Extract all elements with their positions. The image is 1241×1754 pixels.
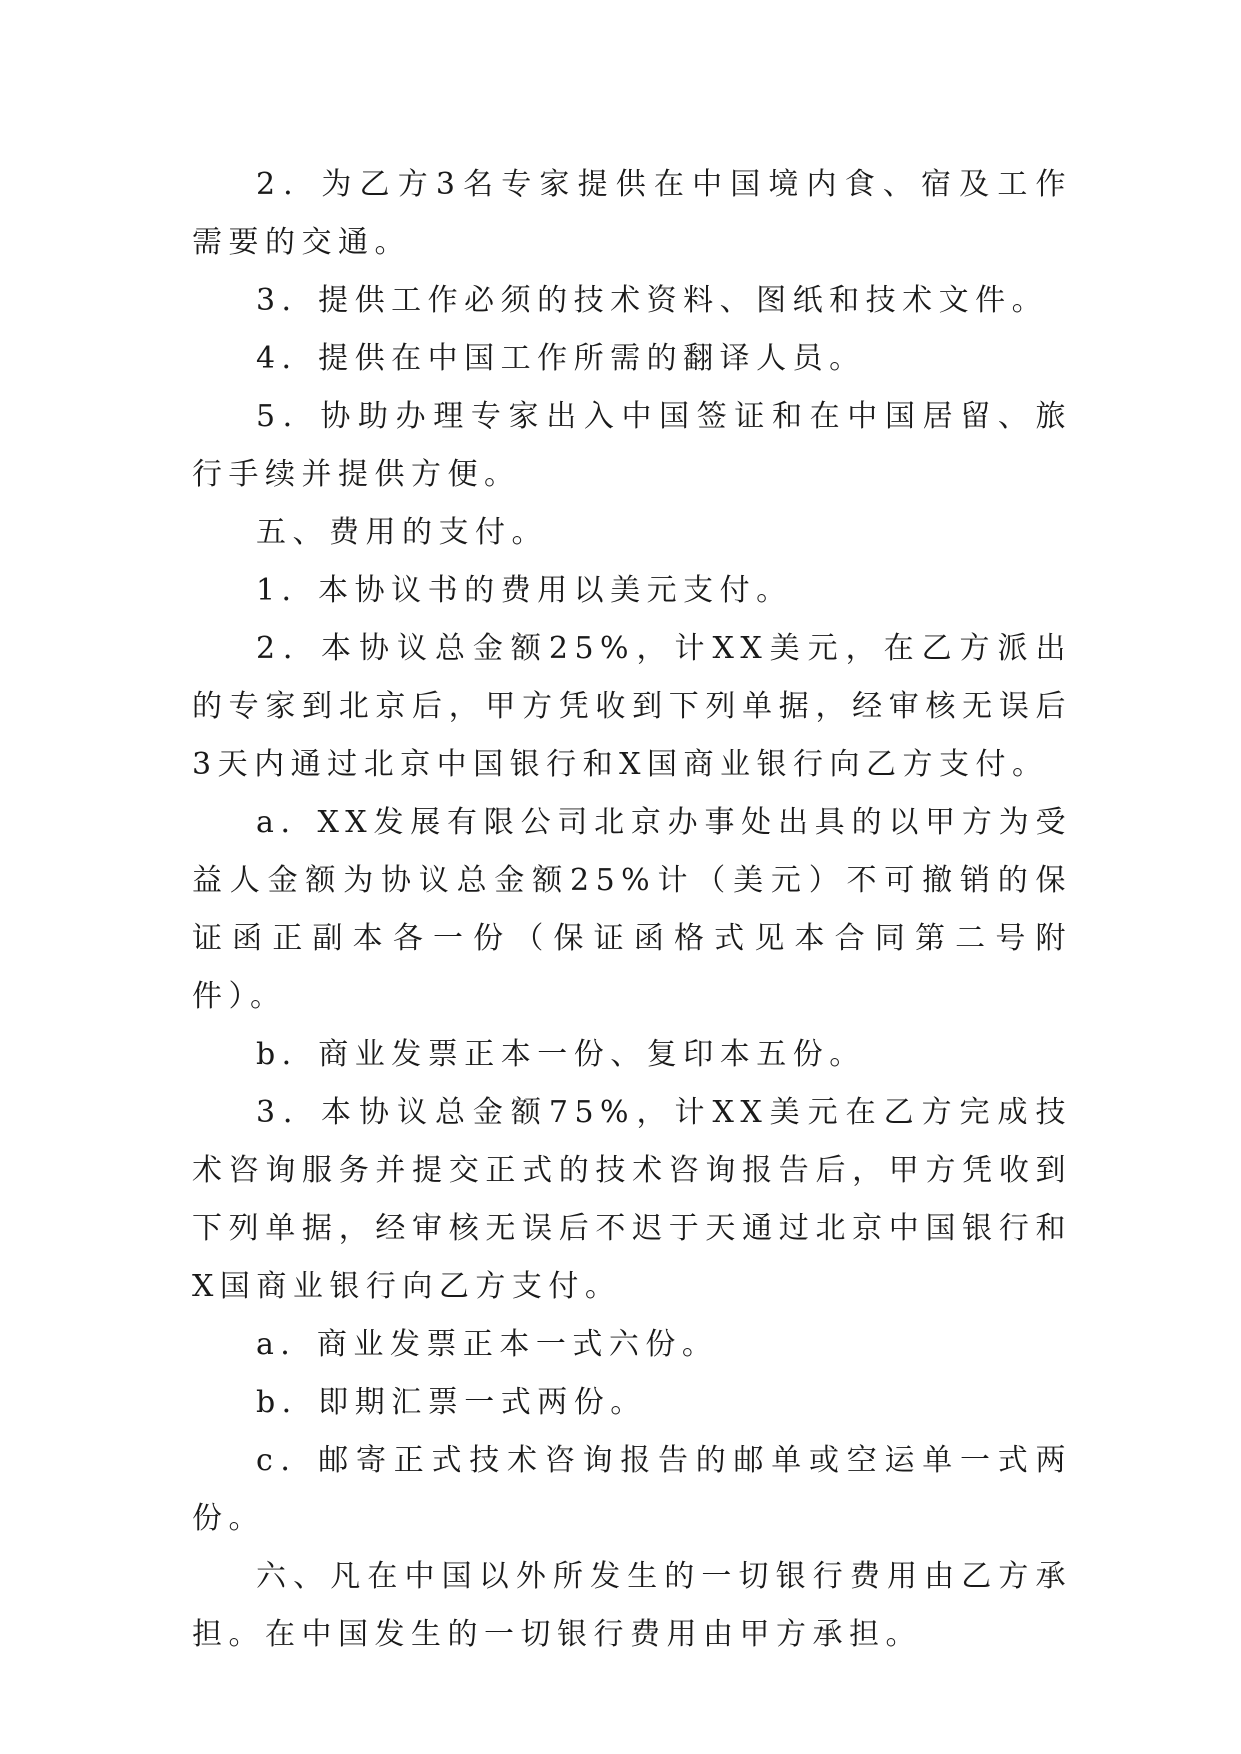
paragraph: 1．本协议书的费用以美元支付。 — [256, 573, 793, 608]
paragraph: a．商业发票正本一式六份。 — [256, 1327, 719, 1362]
paragraph: a．XX发展有限公司北京办事处出具的以甲方为受益人金额为协议总金额25%计（美元）不可撤销的保证函正副本各一份（保证函格式见本合同第二号附件）。 — [192, 805, 1072, 1014]
paragraph: 4．提供在中国工作所需的翻译人员。 — [256, 341, 866, 376]
section-heading: 六、凡在中国以外所发生的一切银行费用由乙方承担。在中国发生的一切银行费用由甲方承担。 — [192, 1559, 1072, 1652]
paragraph: c．邮寄正式技术咨询报告的邮单或空运单一式两份。 — [192, 1443, 1072, 1536]
document-body — [192, 156, 1072, 1664]
paragraph: 2．为乙方3名专家提供在中国境内食、宿及工作需要的交通。 — [192, 167, 1072, 260]
paragraph: 3．提供工作必须的技术资料、图纸和技术文件。 — [256, 283, 1049, 318]
paragraph: 5．协助办理专家出入中国签证和在中国居留、旅行手续并提供方便。 — [192, 399, 1072, 492]
paragraph: b．即期汇票一式两份。 — [256, 1385, 647, 1420]
paragraph: 2．本协议总金额25%，计XX美元，在乙方派出的专家到北京后，甲方凭收到下列单据，经审核无误后3天内通过北京中国银行和X国商业银行向乙方支付。 — [192, 631, 1072, 782]
section-heading: 五、费用的支付。 — [256, 515, 548, 550]
paragraph: 3．本协议总金额75%，计XX美元在乙方完成技术咨询服务并提交正式的技术咨询报告后，甲方凭收到下列单据，经审核无误后不迟于天通过北京中国银行和X国商业银行向乙方支付。 — [192, 1095, 1072, 1304]
paragraph: b．商业发票正本一份、复印本五份。 — [256, 1037, 866, 1072]
